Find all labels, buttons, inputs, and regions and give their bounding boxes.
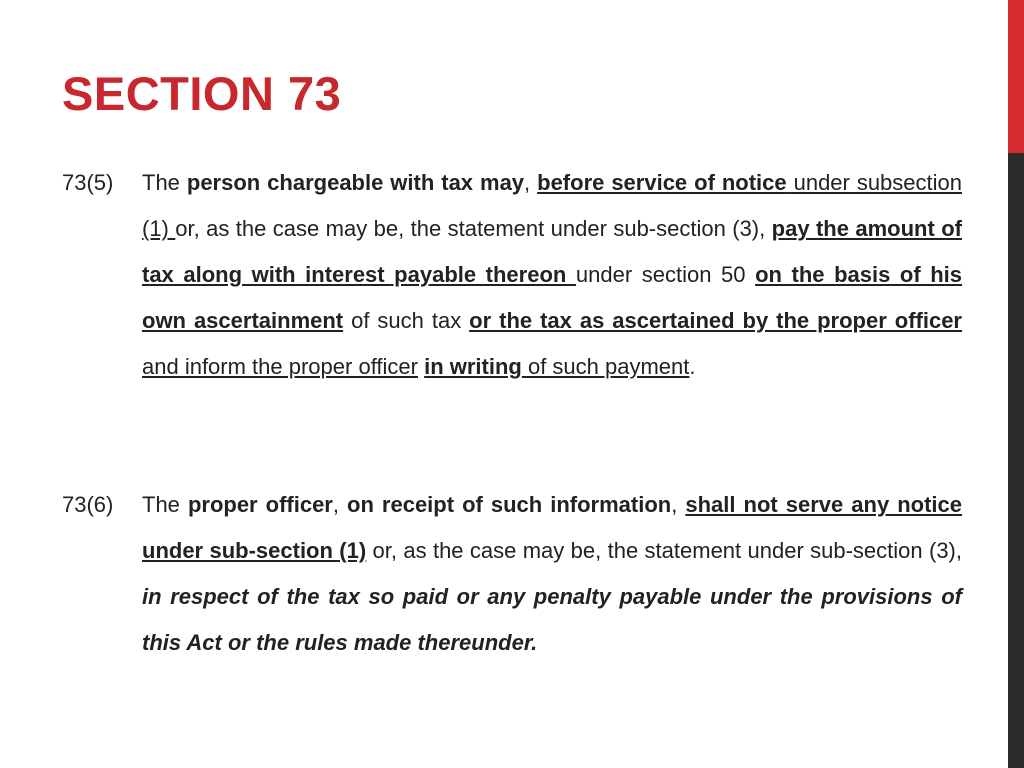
text-underlined: under subsection (1)	[142, 170, 962, 241]
text-bold-underlined: pay the amount of tax along with interest payable thereon	[142, 216, 962, 287]
clause-text	[142, 482, 962, 666]
text-plain: ,	[332, 492, 348, 517]
text-plain: under section 50	[575, 262, 756, 287]
accent-bar-red	[1008, 0, 1024, 153]
clause-73-6	[62, 482, 962, 666]
text-underlined: of such payment	[521, 354, 690, 379]
text-bold-underlined: before service of notice	[537, 170, 787, 195]
text-bold-underlined: or the tax as ascertained by the proper officer	[469, 308, 962, 333]
text-plain: .	[689, 354, 696, 379]
text-plain: The	[142, 170, 187, 195]
text-bold-underlined: in writing	[424, 354, 522, 379]
accent-bar-dark	[1008, 153, 1024, 768]
page-title: SECTION 73	[62, 67, 342, 120]
text-bold-italic: in respect of the tax so paid or any penalty payable under the provisions of this Act or the rules made thereunder.	[142, 584, 962, 655]
text-plain: of such tax	[343, 308, 470, 333]
clause-number: 73(5)	[62, 170, 114, 195]
text-plain: The	[142, 492, 188, 517]
text-plain: ,	[524, 170, 538, 195]
text-bold-underlined: shall not serve any notice under sub-section (1)	[142, 492, 962, 563]
text-bold: proper officer	[187, 492, 333, 517]
clause-73-5	[62, 160, 962, 390]
clause-number: 73(6)	[62, 492, 114, 517]
text-underlined: and inform the proper officer	[142, 354, 418, 379]
text-plain: or, as the case may be, the statement under sub-section (3),	[175, 216, 772, 241]
text-bold-underlined: on the basis of his own ascertainment	[142, 262, 963, 333]
text-bold: on receipt of such information	[347, 492, 672, 517]
text-plain: ,	[671, 492, 686, 517]
clause-text	[142, 160, 962, 390]
text-plain: or, as the case may be, the statement under sub-section (3),	[366, 538, 962, 563]
text-bold: person chargeable with tax may	[186, 170, 525, 195]
